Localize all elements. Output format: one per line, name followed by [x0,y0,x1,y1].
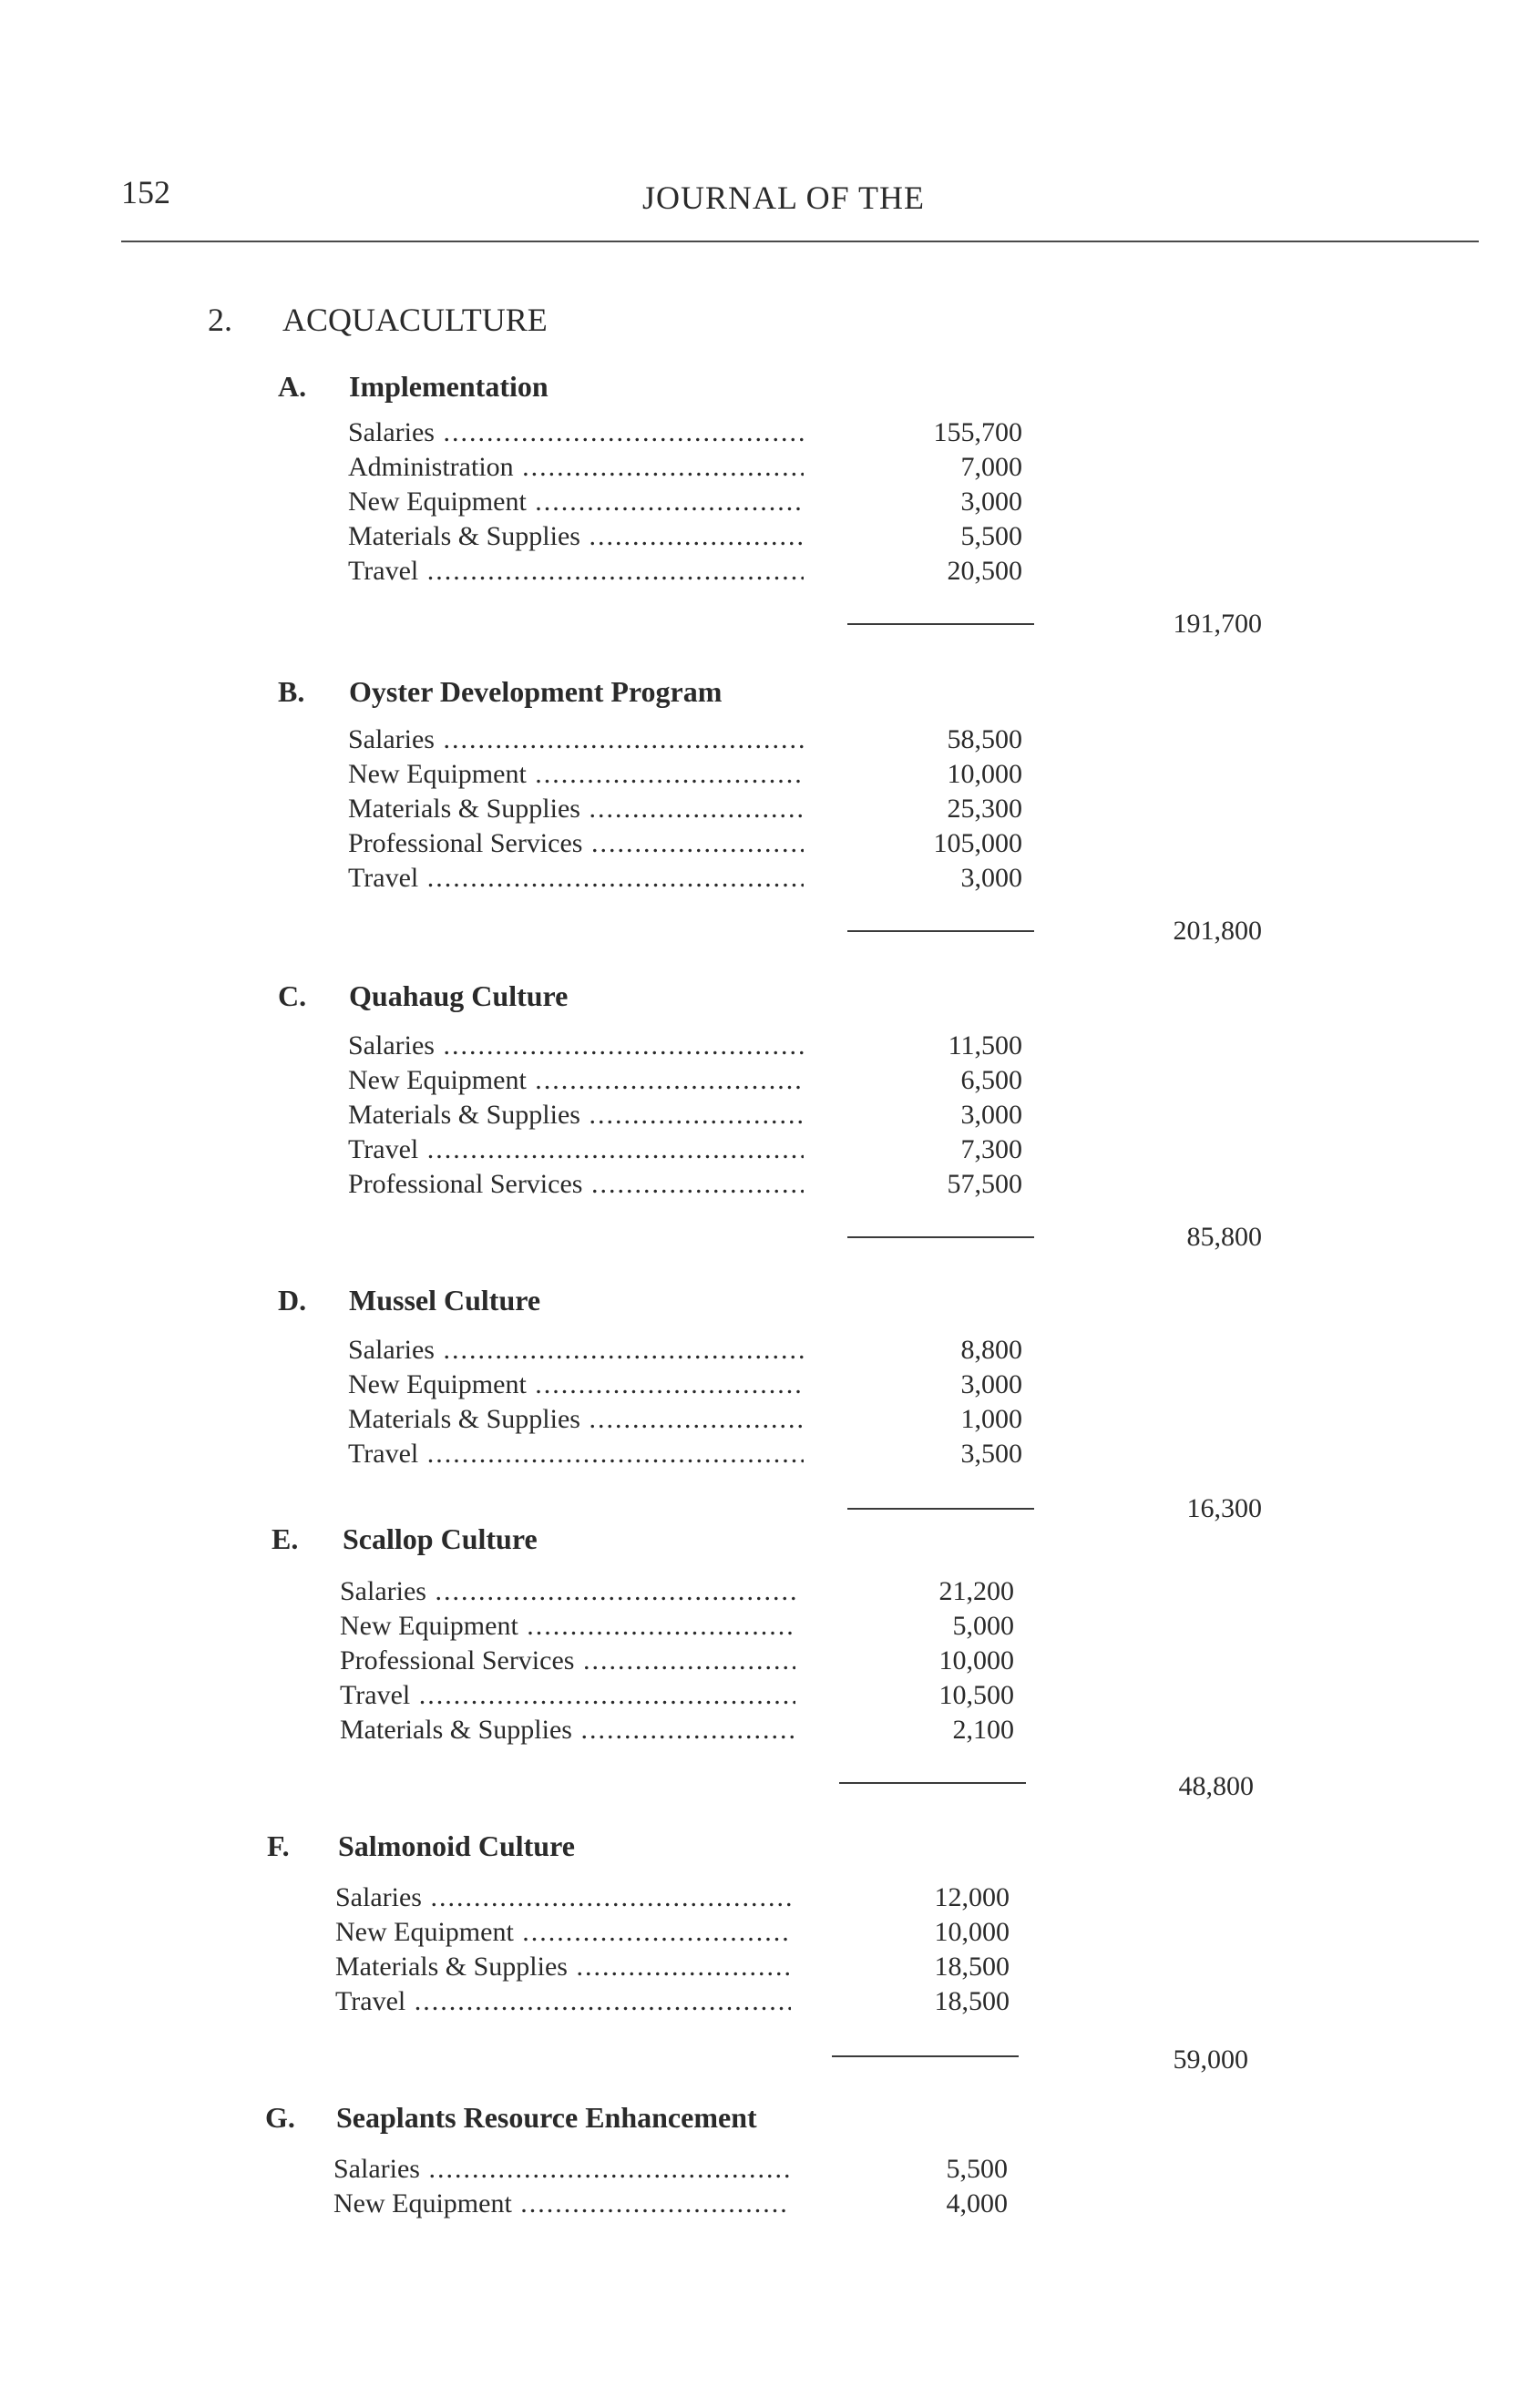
subsection-title: Mussel Culture [349,1284,541,1317]
line-item-amount: 18,500 [934,1952,1010,1982]
line-item-label: New Equipment ..... [340,1609,795,1644]
line-item-label: Salaries ..... [348,722,804,757]
subtotal-rule [847,930,1034,932]
line-item [348,1333,1041,1368]
line-item [348,826,1041,861]
line-item-amount: 3,500 [960,1439,1022,1469]
line-item-amount: 5,500 [946,2154,1008,2184]
section-number: 2. [208,302,232,338]
subsection-total: 16,300 [1186,1493,1262,1523]
line-item-amount: 3,000 [960,863,1022,893]
running-head: JOURNAL OF THE [641,179,925,216]
line-item-label: New Equipment ..... [348,1063,804,1098]
line-item-label: Materials & Supplies ..... [348,1098,804,1132]
line-item-label: Salaries ..... [340,1574,795,1609]
line-item-label: New Equipment ..... [333,2187,789,2221]
subsection-total: 201,800 [1173,916,1262,946]
line-item [348,1098,1041,1132]
subsection-title: Oyster Development Program [349,675,723,708]
line-item [335,1984,1028,2019]
subsection-heading [267,1825,575,1867]
line-item-label: Travel ..... [348,1437,804,1471]
line-item [348,1063,1041,1098]
line-item-amount: 5,500 [960,521,1022,551]
line-item-label: Administration ..... [348,450,804,485]
line-item-label: Materials & Supplies ..... [348,1402,804,1437]
line-item-amount: 57,500 [947,1169,1022,1199]
line-item [340,1713,1032,1747]
subsection-total: 85,800 [1186,1222,1262,1252]
line-item [340,1678,1032,1713]
subsection-letter: D. [278,1284,307,1317]
subsection-letter: G. [265,2101,295,2134]
line-item-label: New Equipment ..... [348,1368,804,1402]
subsection-total: 191,700 [1173,609,1262,639]
line-item-amount: 7,300 [960,1134,1022,1164]
line-item-amount: 11,500 [948,1030,1022,1061]
subsection-title: Scallop Culture [343,1522,538,1555]
line-item-label: Professional Services ..... [348,1167,804,1202]
subtotal-rule [832,2055,1019,2057]
line-item-amount: 4,000 [946,2188,1008,2218]
subsection-title: Salmonoid Culture [338,1829,575,1862]
subsection-letter: B. [278,675,305,708]
line-item-amount: 3,000 [960,1369,1022,1399]
line-item-amount: 20,500 [947,556,1022,586]
line-item-label: Travel ..... [335,1984,791,2019]
subtotal-rule [847,1508,1034,1510]
subsection-title: Quahaug Culture [349,979,569,1012]
line-item [333,2152,1026,2187]
subsection-letter: A. [278,370,307,403]
line-item-amount: 105,000 [933,828,1022,858]
line-item-label: Salaries ..... [333,2152,789,2187]
line-item [348,1132,1041,1167]
subsection-letter: F. [267,1829,290,1862]
line-item-label: New Equipment ..... [348,485,804,519]
subsection-title: Seaplants Resource Enhancement [336,2101,757,2134]
subtotal-rule [847,1236,1034,1238]
header-rule [121,241,1479,242]
line-item-amount: 10,000 [947,759,1022,789]
subsection-heading [278,365,549,407]
line-item-label: Professional Services ..... [348,826,804,861]
section-title: ACQUACULTURE [282,302,548,338]
line-item-label: Salaries ..... [348,415,804,450]
line-item-label: Salaries ..... [335,1880,791,1915]
subsection-total: 59,000 [1173,2044,1248,2075]
line-item-amount: 12,000 [934,1882,1010,1912]
line-item-amount: 10,500 [938,1680,1014,1710]
line-item-label: Travel ..... [348,554,804,589]
line-item [348,722,1041,757]
line-item [333,2187,1026,2221]
line-item [348,1029,1041,1063]
line-item-amount: 58,500 [947,724,1022,754]
line-item-label: Materials & Supplies ..... [348,519,804,554]
page-number: 152 [121,174,170,210]
line-item-amount: 155,700 [933,417,1022,447]
line-item [348,792,1041,826]
subsection-heading [278,975,568,1017]
subsection-heading [278,671,722,712]
line-item-amount: 10,000 [934,1917,1010,1947]
line-item-amount: 21,200 [938,1576,1014,1606]
line-item [340,1574,1032,1609]
line-item-amount: 8,800 [960,1335,1022,1365]
line-item [348,757,1041,792]
line-item-label: Salaries ..... [348,1333,804,1368]
subsection-letter: C. [278,979,307,1012]
line-item [348,1437,1041,1471]
line-item-label: Salaries ..... [348,1029,804,1063]
line-item [348,1368,1041,1402]
line-item [348,1402,1041,1437]
line-item [348,861,1041,896]
line-item-amount: 3,000 [960,487,1022,517]
subsection-heading [265,2096,757,2138]
subsection-heading [278,1279,540,1321]
line-item-amount: 2,100 [952,1715,1014,1745]
line-item [348,554,1041,589]
line-item-label: New Equipment ..... [348,757,804,792]
line-item-amount: 7,000 [960,452,1022,482]
line-item-amount: 3,000 [960,1100,1022,1130]
line-item [340,1644,1032,1678]
line-item [348,519,1041,554]
subtotal-rule [839,1782,1026,1784]
subsection-heading [272,1518,538,1560]
line-item-label: Materials & Supplies ..... [348,792,804,826]
line-item [340,1609,1032,1644]
line-item-label: Travel ..... [348,861,804,896]
line-item-label: New Equipment ..... [335,1915,791,1950]
line-item [348,415,1041,450]
line-item [335,1880,1028,1915]
line-item-label: Materials & Supplies ..... [335,1950,791,1984]
line-item-amount: 18,500 [934,1986,1010,2016]
line-item-label: Travel ..... [340,1678,795,1713]
line-item [348,450,1041,485]
line-item-amount: 25,300 [947,794,1022,824]
line-item-amount: 6,500 [960,1065,1022,1095]
line-item-amount: 1,000 [960,1404,1022,1434]
line-item [348,485,1041,519]
subsection-title: Implementation [349,370,549,403]
line-item-label: Professional Services ..... [340,1644,795,1678]
line-item-label: Materials & Supplies ..... [340,1713,795,1747]
section-heading [208,297,548,343]
line-item [335,1915,1028,1950]
subtotal-rule [847,623,1034,625]
line-item-amount: 10,000 [938,1645,1014,1675]
subsection-total: 48,800 [1178,1771,1254,1801]
subsection-letter: E. [272,1522,299,1555]
line-item [348,1167,1041,1202]
line-item-label: Travel ..... [348,1132,804,1167]
line-item-amount: 5,000 [952,1611,1014,1641]
line-item [335,1950,1028,1984]
